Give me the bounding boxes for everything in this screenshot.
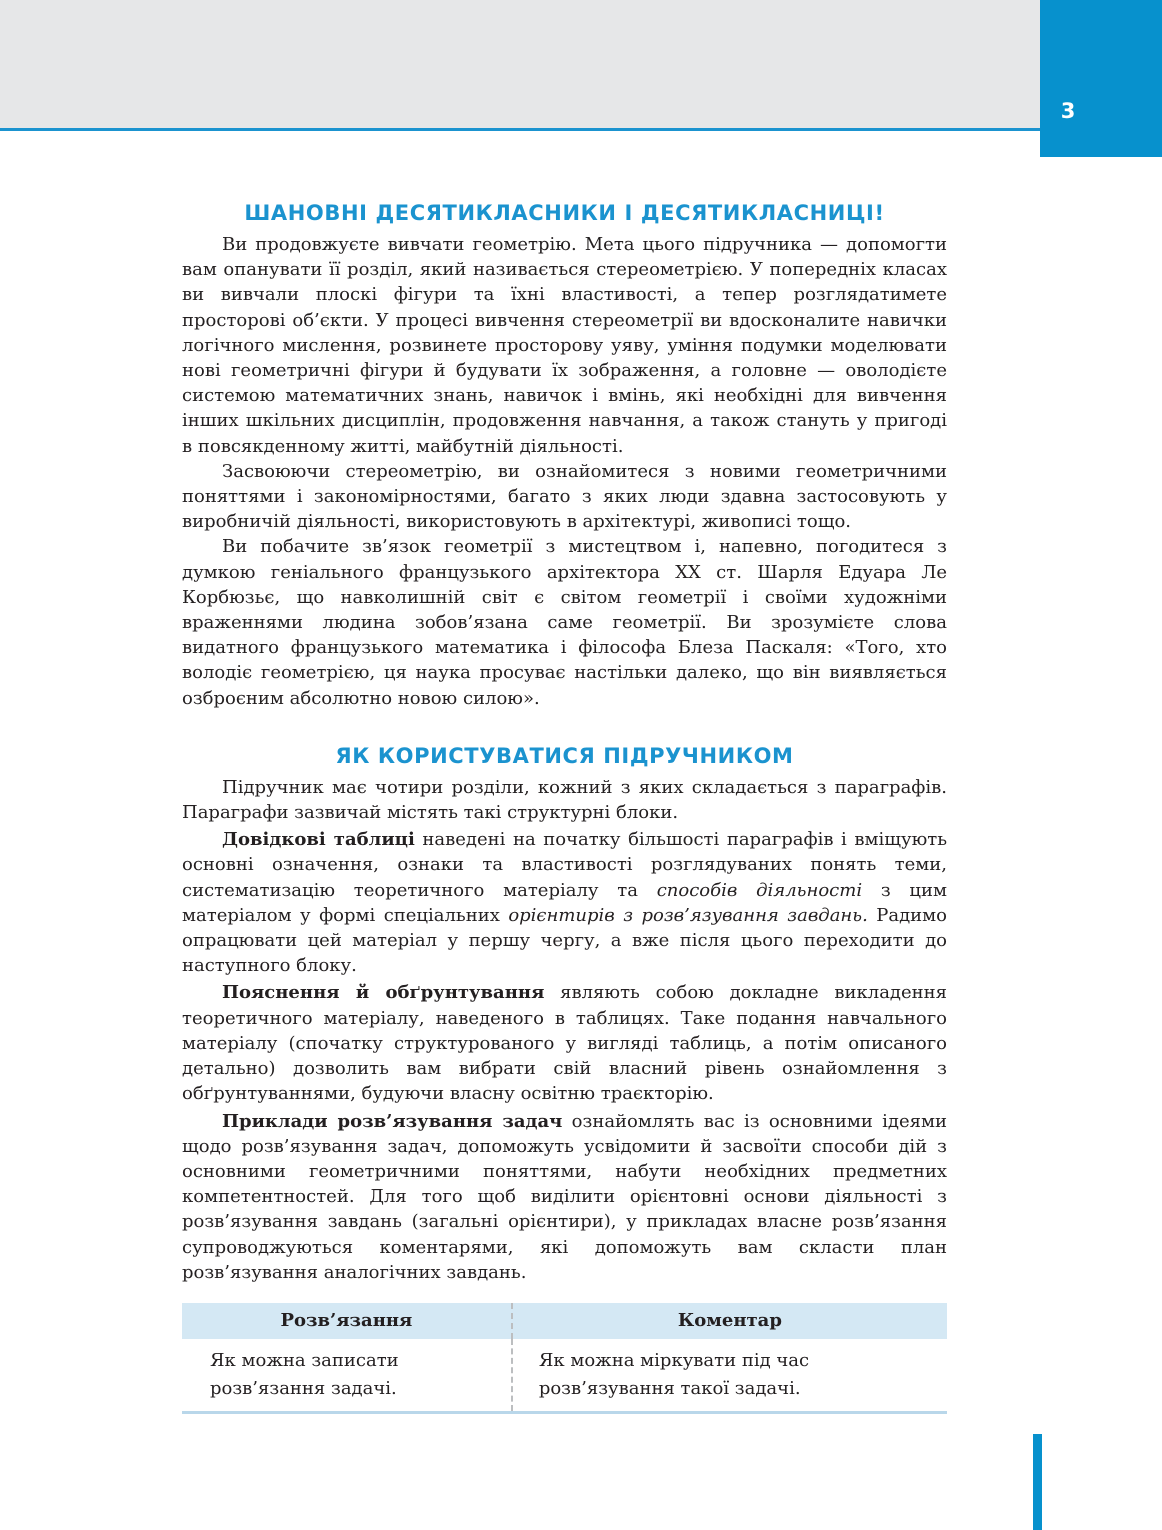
intro-heading: ШАНОВНІ ДЕСЯТИКЛАСНИКИ І ДЕСЯТИКЛАСНИЦІ!	[244, 201, 885, 225]
term-activity-methods: способів діяльності	[656, 879, 863, 901]
usage-paragraph-explanations: Пояснення й обґрунтування являють собою докладне викладення теоретичного матеріалу, наведеного в таблицях. Таке подання навчального матеріалу (спочатку структурованого у вигляді таблиць, а потім описаного детально) дозволить вам вибрати свій власний рівень ознайомлення з обґрунтуваннями, будуючи власну освітню траєкторію.	[182, 982, 948, 1105]
term-solved-examples: Приклади розв’язування задач	[222, 1110, 563, 1132]
header-band	[0, 0, 1040, 128]
usage-paragraph-examples: Приклади розв’язування задач ознайомлять вас із основними ідеями щодо розв’язування задач, допоможуть усвідомити й засвоїти способи дій з основними геометричними поняттями, набути необхідних предметних компетентностей. Для того щоб виділити орієнтовні основи діяльності з розв’язування завдань (загальні орієнтири), у прикладах власне розв’язання супроводжуються коментарями, які допоможуть вам скласти план розв’язування аналогічних завдань.	[182, 1110, 947, 1283]
intro-paragraph-2: Засвоюючи стереометрію, ви ознайомитеся з новими геометричними поняттями і закономірностями, багато з яких люди здавна застосовують у виробничій діяльності, використовують в архітектурі, живописі тощо.	[182, 460, 947, 533]
term-explanations: Пояснення й обґрунтування	[222, 982, 545, 1004]
header-rule	[0, 128, 1040, 131]
solution-comment-table	[182, 1303, 947, 1414]
term-solving-guidelines: орієнтирів з розв’язування завдань.	[508, 904, 868, 926]
usage-heading: ЯК КОРИСТУВАТИСЯ ПІДРУЧНИКОМ	[335, 743, 794, 768]
intro-paragraph-1: Ви продовжуєте вивчати геометрію. Мета цього підручника — допомогти вам опанувати її розділ, який називається стереометрією. У попередніх класах ви вивчали плоскі фігури та їхні властивості, а тепер розглядатимете просторові об’єкти. У процесі вивчення стереометрії ви вдосконалите навички логічного мислення, розвинете просторову уяву, уміння подумки моделювати нові геометричні фігури й будувати їх зображення, а головне — оволодієте системою математичних знань, навичок і вмінь, які необхідні для вивчення інших шкільних дисциплін, продовження навчання, а також стануть у пригоді в повсякденному житті, майбутній діяльності.	[182, 234, 947, 457]
cell-comment: Як можна міркувати під час розв’язування такої задачі.	[512, 1339, 947, 1413]
page-number-tab	[1040, 0, 1162, 157]
usage-paragraph-tables: Довідкові таблиці наведені на початку більшості параграфів і вміщують основні означення, ознаки та властивості розглядуваних понять теми, систематизацію теоретичного матеріалу та способів діяльності з цим матеріалом у формі спеціальних орієнтирів з розв’язування завдань. Радимо опрацювати цей матеріал у першу чергу, а вже після цього переходити до наступного блоку.	[182, 829, 948, 977]
intro-paragraph-3: Ви побачите зв’язок геометрії з мистецтвом і, напевно, погодитеся з думкою геніального французького архітектора XX ст. Шарля Едуара Ле Корбюзьє, що навколишній світ є світом геометрії і своїми художніми враженнями людина зобов’язана саме геометрії. Ви зрозумієте слова видатного французького математика і філософа Блеза Паскаля: «Того, хто володіє геометрією, ця наука просуває настільки далеко, що він виявляється озброєним абсолютно новою силою».	[182, 536, 947, 709]
usage-paragraph-1: Підручник має чотири розділи, кожний з яких складається з параграфів. Параграфи зазвичай містять такі структурні блоки.	[182, 776, 947, 824]
column-header-comment: Коментар	[512, 1303, 947, 1339]
table-header-row	[182, 1303, 947, 1339]
margin-bar	[1033, 1434, 1042, 1530]
cell-solution: Як можна записати розв’язання задачі.	[210, 1349, 399, 1399]
table-row	[182, 1339, 947, 1413]
page-number: 3	[1060, 99, 1076, 123]
page-content	[182, 198, 947, 1414]
column-header-solution: Розв’язання	[182, 1303, 512, 1339]
term-reference-tables: Довідкові таблиці	[222, 829, 415, 851]
